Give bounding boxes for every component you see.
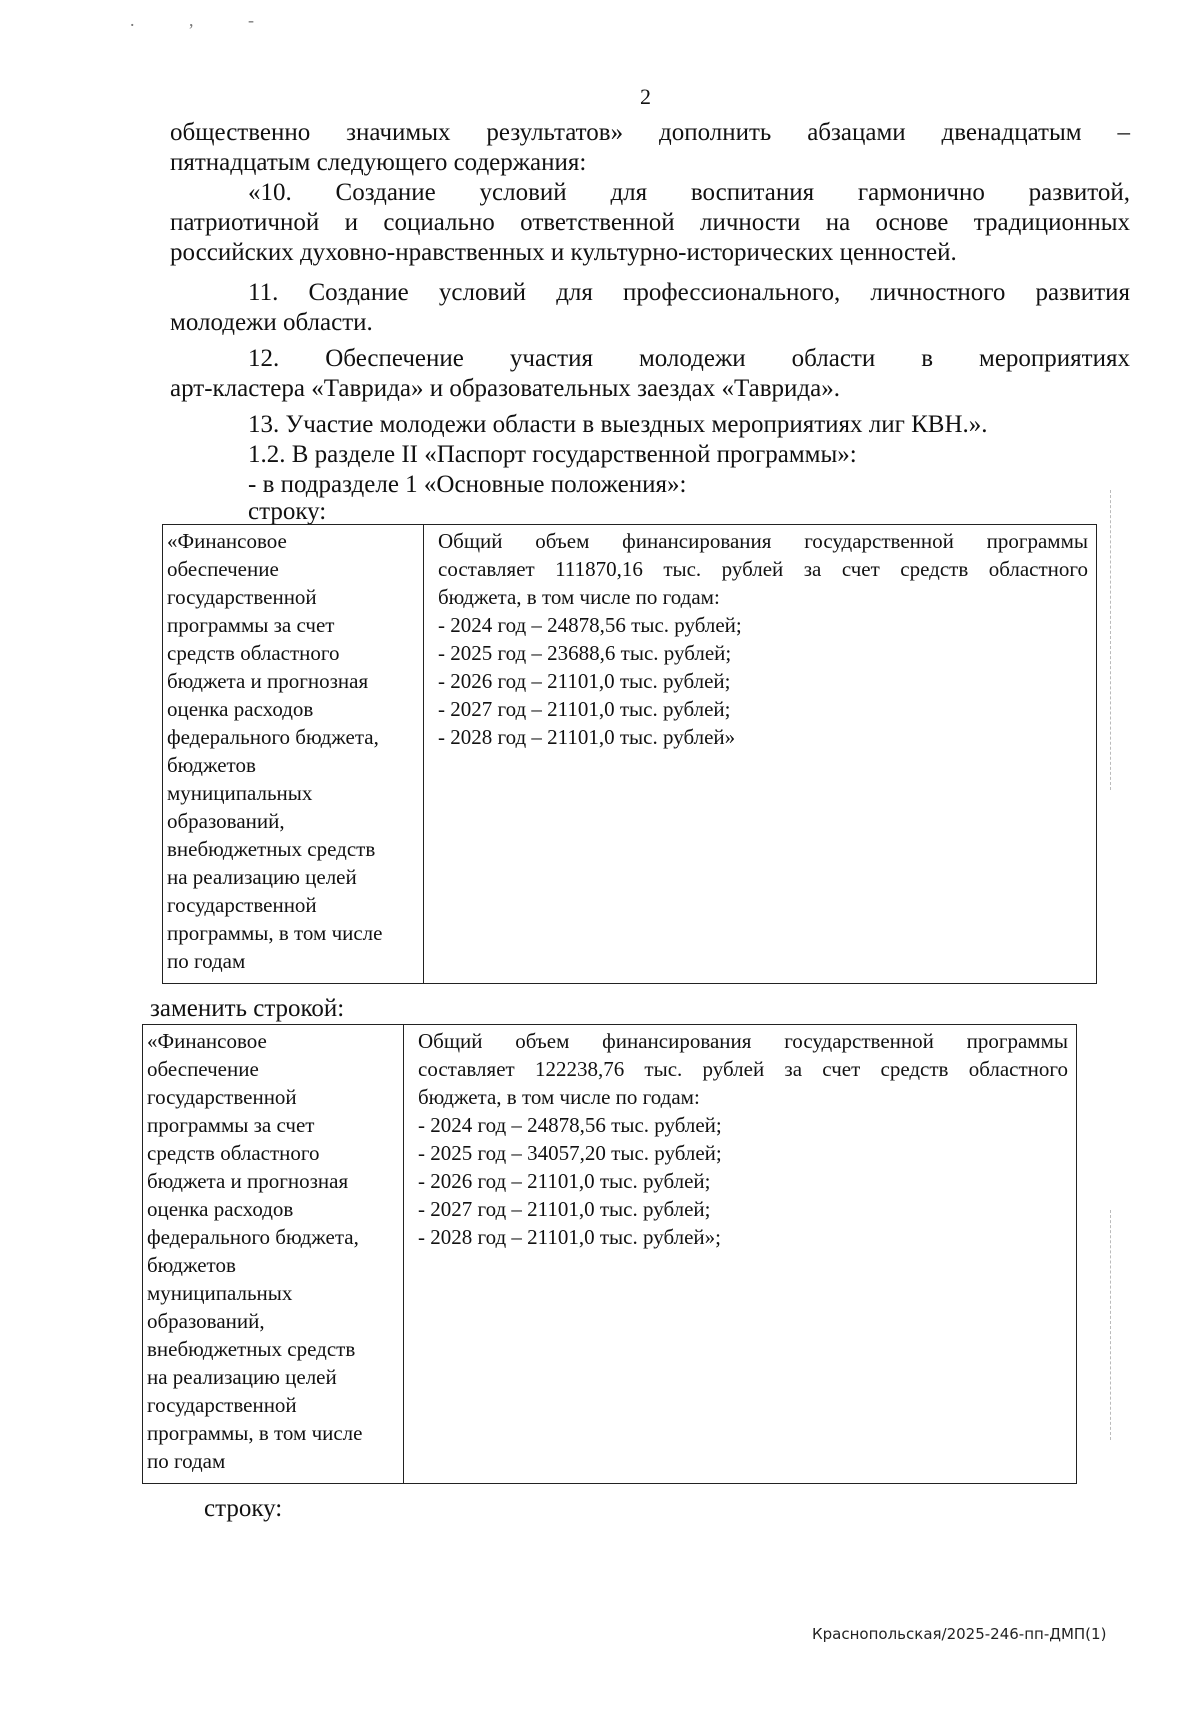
old-year-line: - 2026 год – 21101,0 тыс. рублей; xyxy=(438,669,731,693)
new-left-line: муниципальных xyxy=(147,1281,293,1305)
old-right-line: составляет 111870,16 тыс. рублей за счет средств областного xyxy=(438,557,1088,581)
old-right-line: Общий объем финансирования государственной программы xyxy=(438,529,1088,553)
old-left-line: средств областного xyxy=(167,641,340,665)
scan-margin-mark xyxy=(1110,1210,1113,1440)
new-left-line: программы, в том числе xyxy=(147,1421,363,1445)
old-left-line: федерального бюджета, xyxy=(167,725,379,749)
item-line: арт-кластера «Таврида» и образовательных заездах «Таврида». xyxy=(170,375,840,402)
new-year-line: - 2025 год – 34057,20 тыс. рублей; xyxy=(418,1141,722,1165)
old-left-line: государственной xyxy=(167,585,317,609)
item-line: молодежи области. xyxy=(170,309,373,336)
old-left-line: государственной xyxy=(167,893,317,917)
new-right-line: Общий объем финансирования государственной программы xyxy=(418,1029,1068,1053)
new-left-line: государственной xyxy=(147,1393,297,1417)
label-replace-with: заменить строкой: xyxy=(150,995,345,1022)
label-row-after: строку: xyxy=(204,1495,283,1522)
intro-line: пятнадцатым следующего содержания: xyxy=(170,149,587,176)
page-number: 2 xyxy=(640,84,651,109)
new-left-line: внебюджетных средств xyxy=(147,1337,356,1361)
new-left-line: образований, xyxy=(147,1309,265,1333)
new-left-line: бюджетов xyxy=(147,1253,236,1277)
new-row-left-cell xyxy=(143,1025,404,1484)
old-left-line: обеспечение xyxy=(167,557,279,581)
new-right-line: бюджета, в том числе по годам: xyxy=(418,1085,700,1109)
new-left-line: «Финансовое xyxy=(147,1029,267,1053)
old-left-line: бюджетов xyxy=(167,753,256,777)
item-line: «10. Создание условий для воспитания гармонично развитой, xyxy=(248,179,1130,206)
old-left-line: оценка расходов xyxy=(167,697,314,721)
new-year-line: - 2026 год – 21101,0 тыс. рублей; xyxy=(418,1169,711,1193)
new-left-line: на реализацию целей xyxy=(147,1365,337,1389)
intro-paragraph xyxy=(170,118,1130,178)
item-line: российских духовно-нравственных и культурно-исторических ценностей. xyxy=(170,239,957,266)
section-1-2: 1.2. В разделе II «Паспорт государственной программы»: xyxy=(248,441,857,468)
subsection-1: - в подразделе 1 «Основные положения»: xyxy=(248,471,687,498)
item-line: 11. Создание условий для профессионального, личностного развития xyxy=(248,279,1130,306)
old-left-line: внебюджетных средств xyxy=(167,837,376,861)
new-row-right-cell xyxy=(404,1025,1077,1484)
item-line: 12. Обеспечение участия молодежи области в мероприятиях xyxy=(248,345,1130,372)
old-year-line: - 2025 год – 23688,6 тыс. рублей; xyxy=(438,641,732,665)
new-left-line: средств областного xyxy=(147,1141,320,1165)
item-13: 13. Участие молодежи области в выездных мероприятиях лиг КВН.». xyxy=(248,411,988,438)
old-row-right-cell xyxy=(424,525,1097,984)
label-row-before: строку: xyxy=(248,498,327,525)
old-year-line: - 2027 год – 21101,0 тыс. рублей; xyxy=(438,697,731,721)
old-left-line: муниципальных xyxy=(167,781,313,805)
old-right-line: бюджета, в том числе по годам: xyxy=(438,585,720,609)
old-left-line: «Финансовое xyxy=(167,529,287,553)
new-left-line: государственной xyxy=(147,1085,297,1109)
new-year-line: - 2027 год – 21101,0 тыс. рублей; xyxy=(418,1197,711,1221)
new-left-line: программы за счет xyxy=(147,1113,315,1137)
scan-specks: . , - xyxy=(130,10,279,30)
intro-line: общественно значимых результатов» дополнить абзацами двенадцатым – xyxy=(170,119,1130,146)
item-13-and-section xyxy=(248,410,1148,500)
new-left-line: обеспечение xyxy=(147,1057,259,1081)
document-reference: Краснопольская/2025-246-пп-ДМП(1) xyxy=(812,1625,1107,1643)
old-left-line: программы, в том числе xyxy=(167,921,383,945)
new-left-line: по годам xyxy=(147,1449,226,1473)
new-left-line: федерального бюджета, xyxy=(147,1225,359,1249)
old-year-line: - 2024 год – 24878,56 тыс. рублей; xyxy=(438,613,742,637)
new-right-line: составляет 122238,76 тыс. рублей за счет средств областного xyxy=(418,1057,1068,1081)
item-line: патриотичной и социально ответственной личности на основе традиционных xyxy=(170,209,1130,236)
item-11 xyxy=(170,278,1130,338)
old-left-line: по годам xyxy=(167,949,246,973)
new-left-line: бюджета и прогнозная xyxy=(147,1169,349,1193)
new-funding-row-table xyxy=(142,1024,1077,1484)
item-10 xyxy=(170,178,1130,268)
old-year-line: - 2028 год – 21101,0 тыс. рублей» xyxy=(438,725,736,749)
old-row-left-cell xyxy=(163,525,424,984)
old-left-line: на реализацию целей xyxy=(167,865,357,889)
new-left-line: оценка расходов xyxy=(147,1197,294,1221)
item-12 xyxy=(170,344,1130,404)
old-left-line: образований, xyxy=(167,809,285,833)
new-year-line: - 2024 год – 24878,56 тыс. рублей; xyxy=(418,1113,722,1137)
scan-margin-mark xyxy=(1110,490,1113,790)
new-year-line: - 2028 год – 21101,0 тыс. рублей»; xyxy=(418,1225,721,1249)
old-left-line: программы за счет xyxy=(167,613,335,637)
old-left-line: бюджета и прогнозная xyxy=(167,669,369,693)
old-funding-row-table xyxy=(162,524,1097,984)
